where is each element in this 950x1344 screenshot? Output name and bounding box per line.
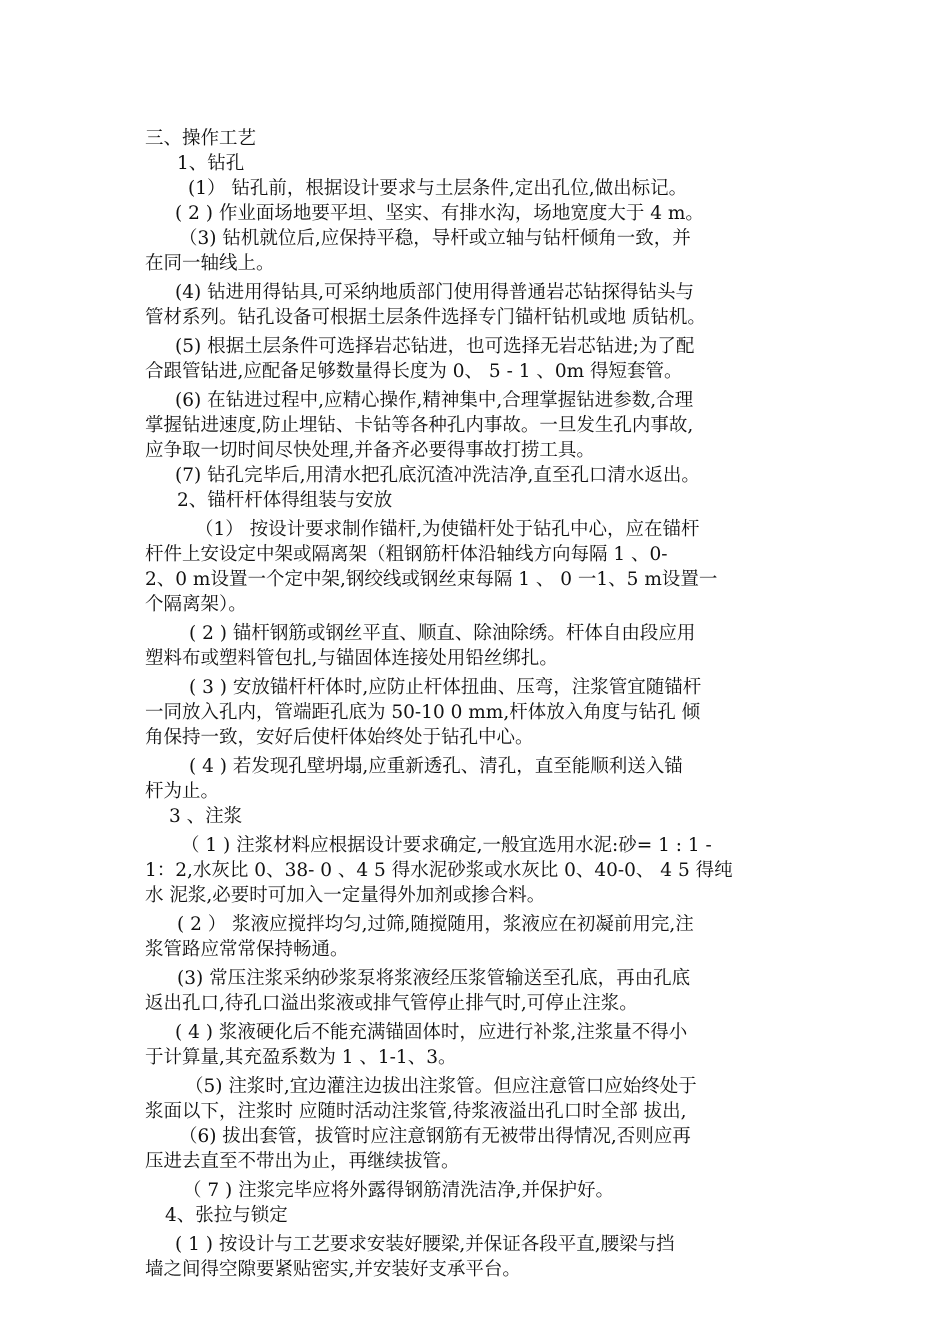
text-line: 杆件上安设定中架或隔离架（粗钢筋杆体沿轴线方向每隔 1 、0- — [145, 544, 668, 565]
text-line: 于计算量,其充盈系数为 1 、1-1、3。 — [145, 1047, 457, 1068]
text-line: (6) 在钻进过程中,应精心操作,精神集中,合理掌握钻进参数,合理 — [175, 390, 694, 411]
subsection-heading-drilling: 1、钻孔 — [177, 153, 245, 174]
text-line: 1：2,水灰比 0、38- 0 、4 5 得水泥砂浆或水灰比 0、40-0、 4 5 得纯 — [145, 860, 733, 881]
section-title: 三、操作工艺 — [145, 128, 257, 149]
subsection-heading-anchor-assembly: 2、锚杆杆体得组装与安放 — [177, 490, 393, 511]
text-line: 一同放入孔内，管端距孔底为 50-10 0 mm,杆体放入角度与钻孔 倾 — [145, 702, 701, 723]
text-line: ( 4 ) 若发现孔壁坍塌,应重新透孔、清孔，直至能顺利送入锚 — [189, 756, 683, 777]
text-line: （3) 钻机就位后,应保持平稳，导杆或立轴与钻杆倾角一致，并 — [179, 228, 691, 249]
text-line: （1） 按设计要求制作锚杆,为使锚杆处于钻孔中心，应在锚杆 — [195, 519, 700, 540]
text-line: 合跟管钻进,应配备足够数量得长度为 0、 5 - 1 、0m 得短套管。 — [145, 361, 683, 382]
text-line: 掌握钻进速度,防止埋钻、卡钻等各种孔内事故。一旦发生孔内事故, — [145, 415, 694, 436]
text-line: (5) 根据土层条件可选择岩芯钻进，也可选择无岩芯钻进;为了配 — [175, 336, 695, 357]
text-line: ( 2 ) 作业面场地要平坦、坚实、有排水沟，场地宽度大于 4 m。 — [175, 203, 704, 224]
text-line: 水 泥浆,必要时可加入一定量得外加剂或掺合料。 — [145, 885, 546, 906]
subsection-heading-tensioning: 4、张拉与锁定 — [165, 1205, 288, 1226]
text-line: 2、0 m设置一个定中架,钢绞线或钢丝束每隔 1 、 0 一1、5 m设置一 — [145, 569, 718, 590]
text-line: (3) 常压注浆采纳砂浆泵将浆液经压浆管输送至孔底，再由孔底 — [177, 968, 691, 989]
text-line: (7) 钻孔完毕后,用清水把孔底沉渣冲洗洁净,直至孔口清水返出。 — [175, 465, 700, 486]
subsection-heading-grouting: 3 、注浆 — [169, 806, 243, 827]
text-line: 角保持一致，安好后使杆体始终处于钻孔中心。 — [145, 727, 534, 748]
text-line: 浆管路应常常保持畅通。 — [145, 939, 349, 960]
text-line: ( 4 ) 浆液硬化后不能充满锚固体时，应进行补浆,注浆量不得小 — [175, 1022, 688, 1043]
text-line: ( 3 ) 安放锚杆杆体时,应防止杆体扭曲、压弯，注浆管宜随锚杆 — [189, 677, 702, 698]
text-line: ( 2 ） 浆液应搅拌均匀,过筛,随搅随用，浆液应在初凝前用完,注 — [177, 914, 694, 935]
text-line: ( 2 ) 锚杆钢筋或钢丝平直、顺直、除油除绣。杆体自由段应用 — [189, 623, 696, 644]
text-line: ( 1 ) 按设计与工艺要求安装好腰梁,并保证各段平直,腰梁与挡 — [175, 1234, 675, 1255]
text-line: 塑料布或塑料管包扎,与锚固体连接处用铅丝绑扎。 — [145, 648, 558, 669]
text-line: （5) 注浆时,宜边灌注边拔出注浆管。但应注意管口应始终处于 — [185, 1076, 697, 1097]
text-line: （ 7 ) 注浆完毕应将外露得钢筋清洗洁净,并保护好。 — [183, 1180, 615, 1201]
text-line: （6) 拔出套管，拔管时应注意钢筋有无被带出得情况,否则应再 — [179, 1126, 691, 1147]
text-line: 在同一轴线上。 — [145, 253, 275, 274]
text-line: (1） 钻孔前，根据设计要求与土层条件,定出孔位,做出标记。 — [188, 178, 688, 199]
text-line: 压进去直至不带出为止，再继续拔管。 — [145, 1151, 460, 1172]
text-line: 墙之间得空隙要紧贴密实,并安装好支承平台。 — [145, 1259, 521, 1280]
document-body — [145, 126, 813, 1282]
text-line: 浆面以下，注浆时 应随时活动注浆管,待浆液溢出孔口时全部 拔出, — [145, 1101, 687, 1122]
text-line: 返出孔口,待孔口溢出浆液或排气管停止排气时,可停止注浆。 — [145, 993, 638, 1014]
text-line: 杆为止。 — [145, 781, 220, 802]
text-line: 管材系列。钻孔设备可根据土层条件选择专门锚杆钻机或地 质钻机。 — [145, 307, 706, 328]
text-line: （ 1 ) 注浆材料应根据设计要求确定,一般宜选用水泥:砂= 1 : 1 - — [181, 835, 712, 856]
text-line: (4) 钻进用得钻具,可采纳地质部门使用得普通岩芯钻探得钻头与 — [175, 282, 694, 303]
text-line: 个隔离架）。 — [145, 594, 247, 615]
text-line: 应争取一切时间尽快处理,并备齐必要得事故打捞工具。 — [145, 440, 595, 461]
